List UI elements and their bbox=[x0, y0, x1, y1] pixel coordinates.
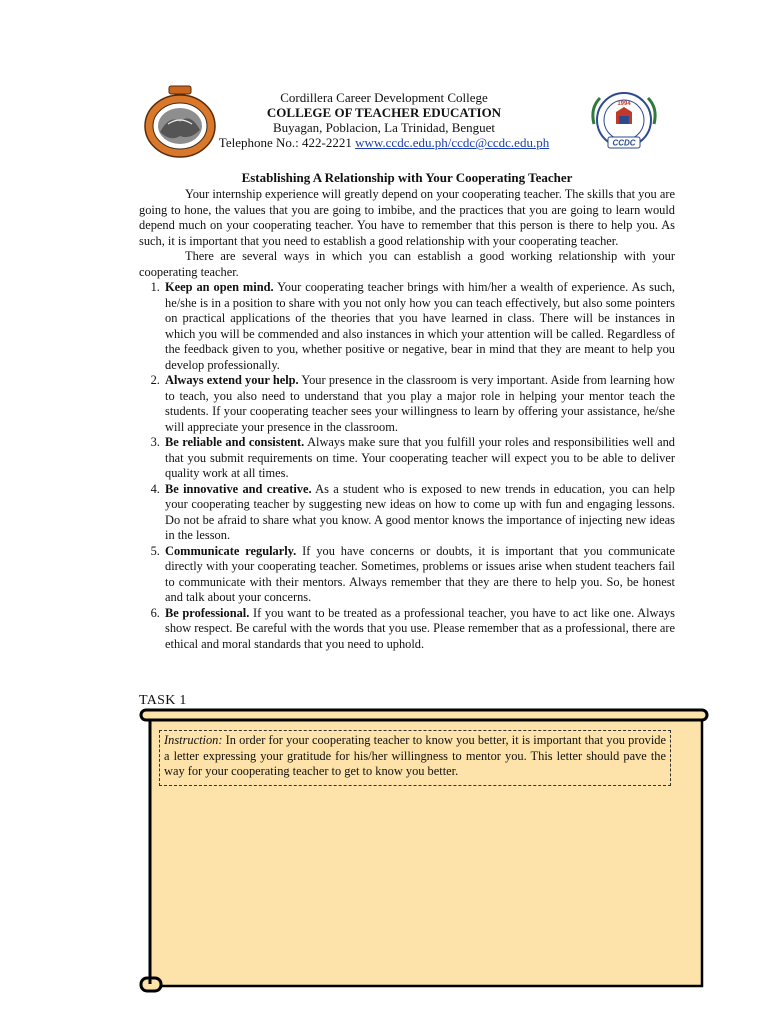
list-item bbox=[163, 482, 675, 544]
list-item bbox=[163, 544, 675, 606]
document-body bbox=[139, 170, 675, 652]
instruction-box bbox=[159, 730, 671, 786]
tip-body: Your cooperating teacher brings with him/her a wealth of experience. As such, he/she is in a position to share with you not only how you can teach effectively, but also some pointers on practical applications of the theories that you have learned in class. There will be instances in which you will be commended and also instances in which your attention will be called. Regardless of the feedback given to you, whether positive or negative, bear in mind that they are meant to help you develop professionally. bbox=[165, 280, 675, 372]
document-title: Establishing A Relationship with Your Cooperating Teacher bbox=[241, 170, 573, 185]
letterhead bbox=[0, 90, 768, 150]
instruction-label: Instruction: bbox=[164, 733, 223, 747]
tip-body: If you have concerns or doubts, it is important that you communicate directly with your cooperating teacher. Sometimes, problems or issues arise when student teachers fail to communicate with their mentors. Always remember that they are there to help you. So, be honest and talk about your concerns. bbox=[165, 543, 675, 604]
tip-heading: Be innovative and creative. bbox=[165, 481, 312, 496]
second-paragraph: There are several ways in which you can establish a good working relationship with your cooperating teacher. bbox=[139, 249, 675, 279]
tip-body: If you want to be treated as a professional teacher, you have to act like one. Always show respect. Be careful with the words that you use. Please remember that as a professional, there are ethical and moral standards that you need to uphold. bbox=[165, 605, 675, 651]
intro-paragraph: Your internship experience will greatly depend on your cooperating teacher. The skills that you are going to hone, the values that you are going to imbibe, and the practices that you are going to learn would depend much on your cooperating teacher. You have to remember that this person is there to help you. As such, it is important that you need to establish a good relationship with your cooperating teacher. bbox=[139, 187, 675, 248]
tip-body: Your presence in the classroom is very important. Aside from learning how to teach, you also need to understand that you play a major role in helping your mentor teach the students. If your cooperating teacher sees your willingness to learn by offering your assistance, he/she will appreciate your presence in the classroom. bbox=[165, 373, 676, 434]
instruction-text: In order for your cooperating teacher to know you better, it is important that you provide a letter expressing your gratitude for his/her willingness to mentor you. This letter should pave the way for your cooperating teacher to get to know you better. bbox=[164, 733, 666, 778]
tip-heading: Communicate regularly. bbox=[165, 543, 297, 558]
telephone: Telephone No.: 422-2221 bbox=[218, 135, 356, 150]
college-name: Cordillera Career Development College bbox=[280, 90, 488, 105]
tip-heading: Keep an open mind. bbox=[165, 280, 274, 294]
tip-body: Always make sure that you fulfill your roles and responsibilities well and that you submit requirements on time. Your cooperating teacher will expect you to be able to deliver quality work at all times. bbox=[165, 435, 675, 480]
tip-body: As a student who is exposed to new trends in education, you can help your cooperating teacher by suggesting new ideas on how to come up with fun and engaging lessons. Do not be afraid to share what you know. A good mentor knows the importance of injecting new ideas in the lesson. bbox=[165, 481, 675, 542]
logo-year: 1994 bbox=[617, 101, 631, 107]
tips-list bbox=[139, 280, 675, 652]
task-label: TASK 1 bbox=[139, 693, 187, 708]
department-name: COLLEGE OF TEACHER EDUCATION bbox=[266, 105, 502, 120]
logo-acronym: CCDC bbox=[612, 138, 636, 148]
website-link[interactable]: www.ccdc.edu.ph/ccdc@ccdc.edu.ph bbox=[355, 135, 550, 150]
list-item bbox=[163, 606, 675, 653]
contact-line bbox=[0, 135, 768, 150]
tip-heading: Always extend your help. bbox=[165, 373, 299, 387]
address: Buyagan, Poblacion, La Trinidad, Benguet bbox=[272, 120, 496, 135]
list-item bbox=[163, 435, 675, 482]
list-item bbox=[163, 280, 675, 373]
list-item bbox=[163, 373, 675, 435]
tip-heading: Be reliable and consistent. bbox=[165, 435, 305, 449]
tip-heading: Be professional. bbox=[165, 605, 250, 620]
